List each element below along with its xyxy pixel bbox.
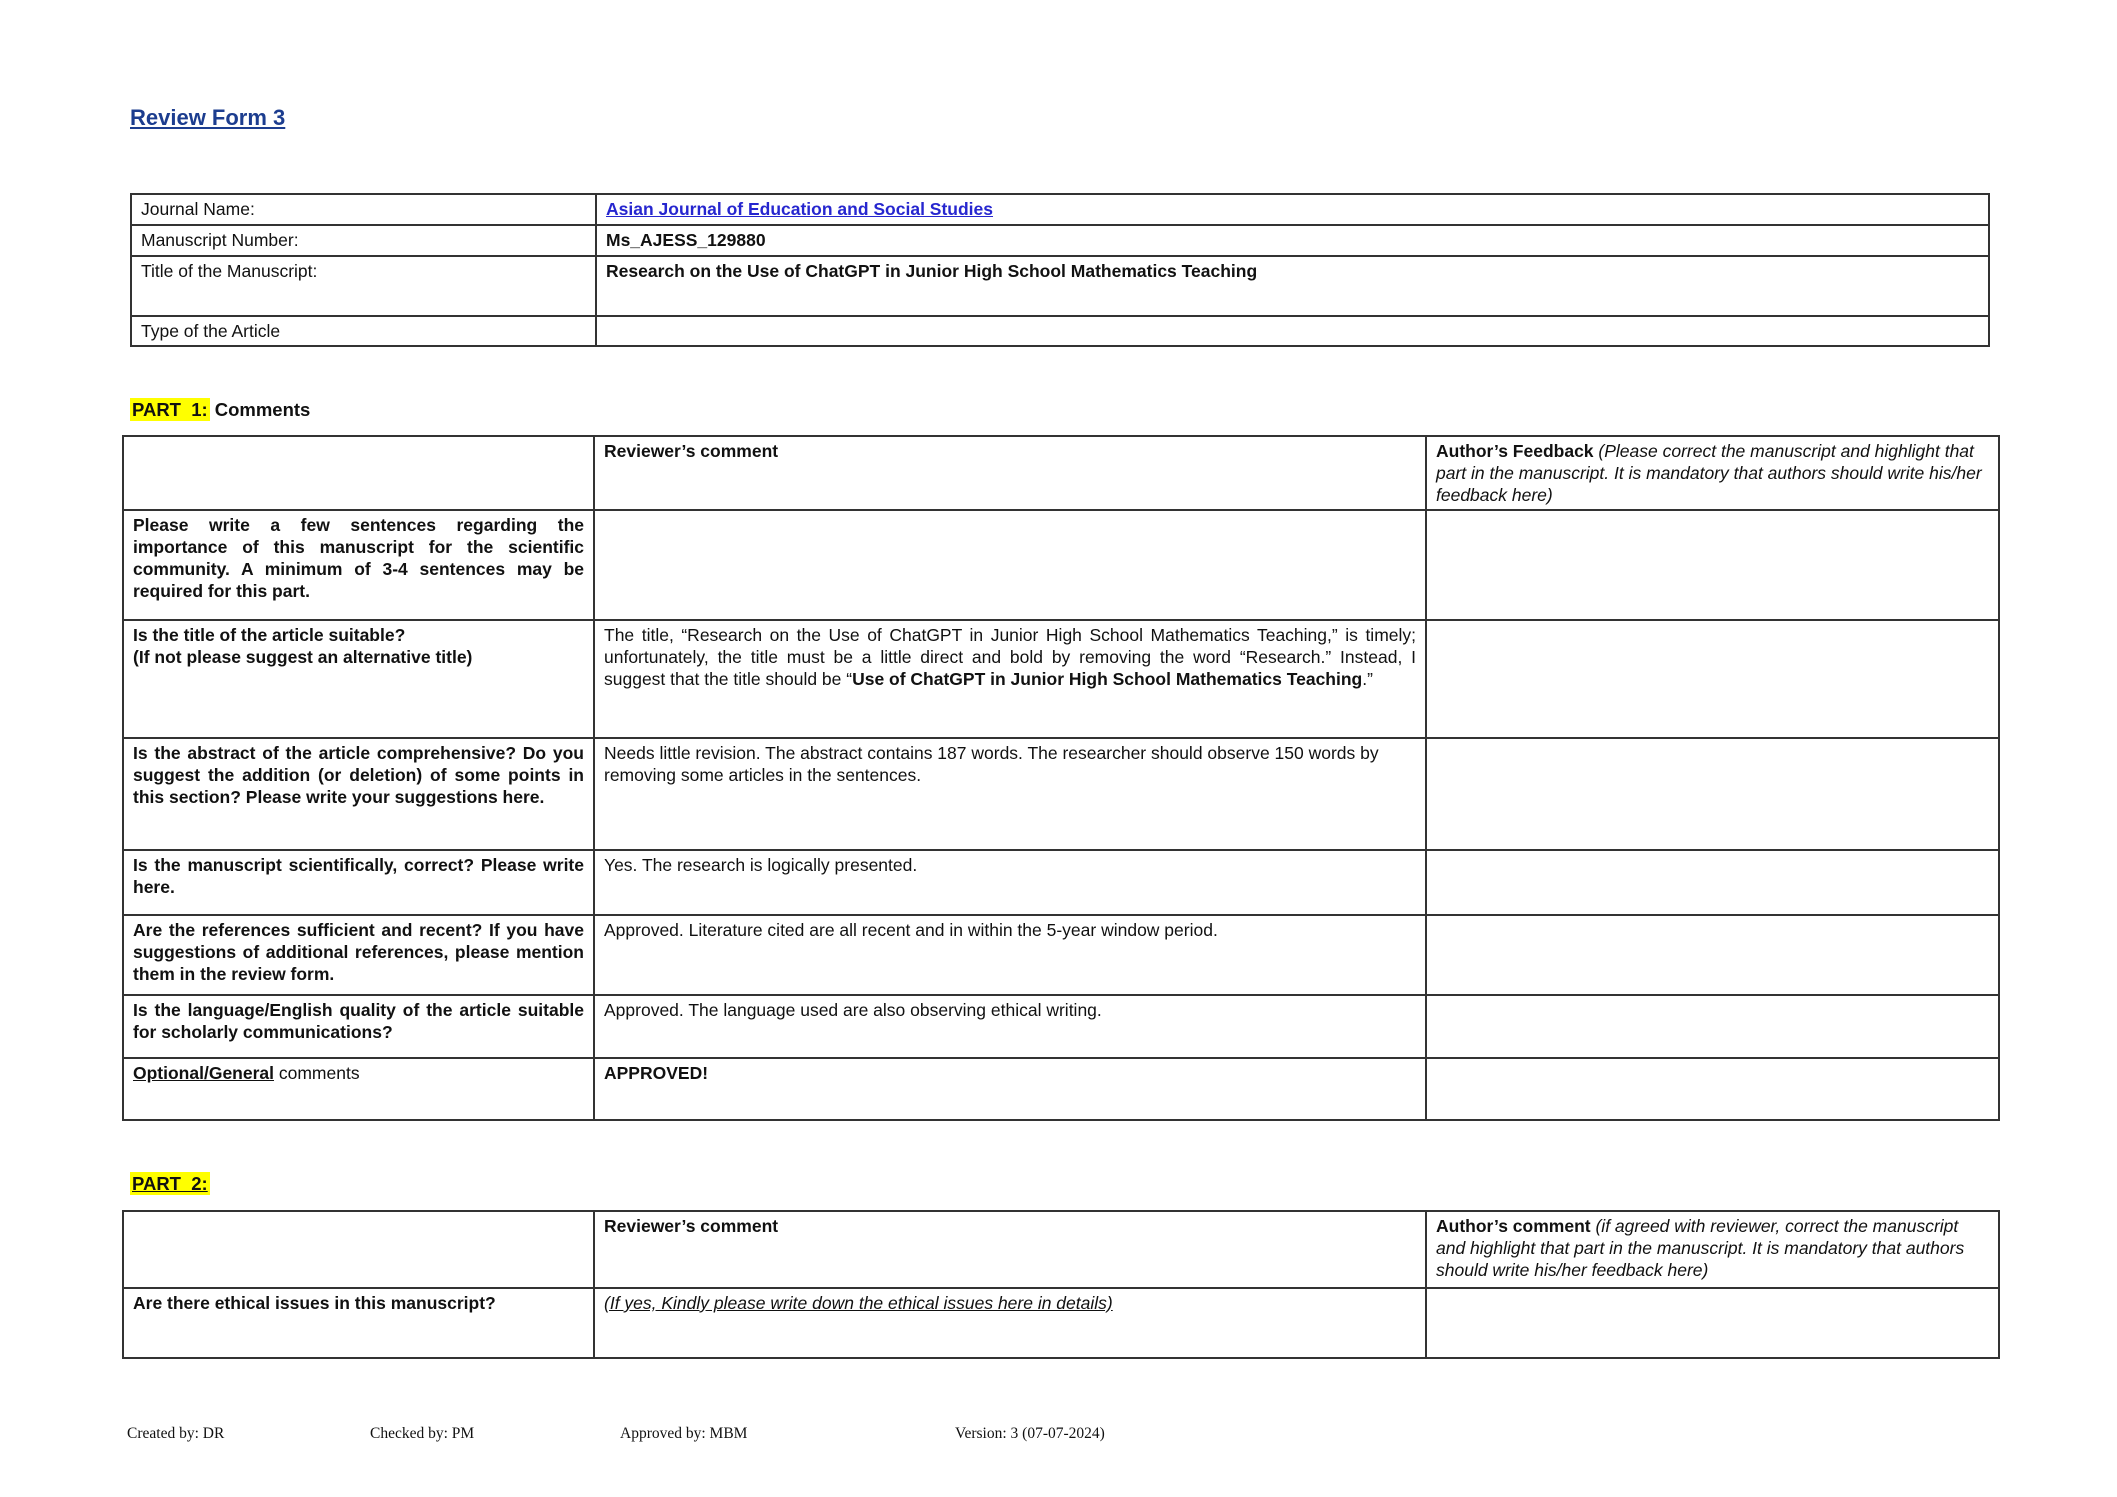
article-type-row [131, 316, 1989, 346]
part2-header-row [123, 1211, 1999, 1288]
manuscript-title-row [131, 256, 1989, 316]
author-feedback-scientific [1426, 850, 1999, 915]
journal-name-label: Journal Name: [131, 194, 596, 225]
question-title-suitable-line1: Is the title of the article suitable? [133, 625, 406, 645]
manuscript-title-value: Research on the Use of ChatGPT in Junior High School Mathematics Teaching [596, 256, 1989, 316]
part2-row-ethical-issues [123, 1288, 1999, 1358]
manuscript-number-row [131, 225, 1989, 256]
question-importance: Please write a few sentences regarding the importance of this manuscript for the scientific community. A minimum of 3-4 sentences may be required for this part. [123, 510, 594, 620]
question-references: Are the references sufficient and recent? If you have suggestions of additional references, please mention them in the review form. [123, 915, 594, 995]
manuscript-info-table [130, 193, 1990, 347]
footer-version: Version: 3 (07-07-2024) [955, 1425, 1105, 1442]
comment-title-bold: Use of ChatGPT in Junior High School Mathematics Teaching [852, 669, 1363, 689]
part1-header-row [123, 436, 1999, 510]
reviewer-comment-abstract: Needs little revision. The abstract contains 187 words. The researcher should observe 150 words by removing some articles in the sentences. [594, 738, 1426, 850]
part1-author-feedback-header [1426, 436, 1999, 510]
journal-link[interactable]: Asian Journal of Education and Social Studies [606, 199, 994, 219]
part1-reviewer-comment-header: Reviewer’s comment [594, 436, 1426, 510]
reviewer-comment-scientific: Yes. The research is logically presented. [594, 850, 1426, 915]
comment-title-post: .” [1362, 669, 1373, 689]
reviewer-comment-importance [594, 510, 1426, 620]
part1-row-scientific [123, 850, 1999, 915]
question-title-suitable-line2: (If not please suggest an alternative title) [133, 647, 473, 667]
reviewer-comment-language: Approved. The language used are also observing ethical writing. [594, 995, 1426, 1058]
journal-name-row [131, 194, 1989, 225]
reviewer-comment-references: Approved. Literature cited are all recent and in within the 5-year window period. [594, 915, 1426, 995]
footer-approved-by: Approved by: MBM [620, 1425, 748, 1442]
question-title-suitable [123, 620, 594, 738]
reviewer-comment-ethical-issues [594, 1288, 1426, 1358]
comment-title-pre: The title, “Research on the Use of ChatGPT in Junior High School Mathematics Teaching,” is timely; unfortunately, the title must be a little direct and bold by removing the word “Research.” Instead, I suggest that the title should be “ [604, 625, 1416, 689]
author-feedback-abstract [1426, 738, 1999, 850]
part1-row-abstract [123, 738, 1999, 850]
part1-header-empty-cell [123, 436, 594, 510]
journal-name-cell [596, 194, 1989, 225]
manuscript-title-label: Title of the Manuscript: [131, 256, 596, 316]
author-feedback-importance [1426, 510, 1999, 620]
reviewer-comment-title-suitable [594, 620, 1426, 738]
part1-row-title-suitable [123, 620, 1999, 738]
article-type-value [596, 316, 1989, 346]
part1-author-feedback-note: (Please correct the manuscript and highlight that part in the manuscript. It is mandatory that authors should write his/her feedback here) [1436, 441, 1982, 505]
author-feedback-references [1426, 915, 1999, 995]
part2-author-comment-title: Author’s comment [1436, 1216, 1591, 1236]
footer-created-by: Created by: DR [127, 1425, 225, 1442]
author-feedback-optional [1426, 1058, 1999, 1120]
part1-row-importance [123, 510, 1999, 620]
page-title: Review Form 3 [130, 105, 286, 130]
article-type-label: Type of the Article [131, 316, 596, 346]
optional-general-underlined: Optional/General [133, 1063, 274, 1083]
part1-row-language [123, 995, 1999, 1058]
part1-row-optional [123, 1058, 1999, 1120]
manuscript-number-value: Ms_AJESS_129880 [596, 225, 1989, 256]
question-optional-general [123, 1058, 594, 1120]
part2-label-highlight: PART 2: [132, 1173, 208, 1194]
question-ethical-issues: Are there ethical issues in this manuscript? [123, 1288, 594, 1358]
part2-header-empty-cell [123, 1211, 594, 1288]
author-feedback-title-suitable [1426, 620, 1999, 738]
part1-heading-rest: Comments [214, 399, 311, 420]
part2-reviewer-comment-header: Reviewer’s comment [594, 1211, 1426, 1288]
part1-label-highlight: PART 1: [132, 399, 208, 420]
part2-ethics-table [122, 1210, 2000, 1359]
manuscript-number-label: Manuscript Number: [131, 225, 596, 256]
part1-row-references [123, 915, 1999, 995]
part2-author-comment-note: (if agreed with reviewer, correct the manuscript and highlight that part in the manuscript. It is mandatory that authors should write his/her feedback here) [1436, 1216, 1965, 1280]
question-scientific: Is the manuscript scientifically, correct? Please write here. [123, 850, 594, 915]
optional-general-rest: comments [274, 1063, 360, 1083]
ethical-issues-instruction: (If yes, Kindly please write down the ethical issues here in details) [604, 1293, 1113, 1313]
author-comment-ethical-issues [1426, 1288, 1999, 1358]
part1-author-feedback-title: Author’s Feedback [1436, 441, 1594, 461]
question-abstract: Is the abstract of the article comprehensive? Do you suggest the addition (or deletion) of some points in this section? Please write your suggestions here. [123, 738, 594, 850]
part1-comments-table [122, 435, 2000, 1121]
part2-author-comment-header [1426, 1211, 1999, 1288]
part2-heading [130, 1172, 210, 1196]
author-feedback-language [1426, 995, 1999, 1058]
reviewer-comment-optional: APPROVED! [594, 1058, 1426, 1120]
question-language: Is the language/English quality of the article suitable for scholarly communications? [123, 995, 594, 1058]
footer-checked-by: Checked by: PM [370, 1425, 475, 1442]
part1-heading [130, 398, 310, 422]
